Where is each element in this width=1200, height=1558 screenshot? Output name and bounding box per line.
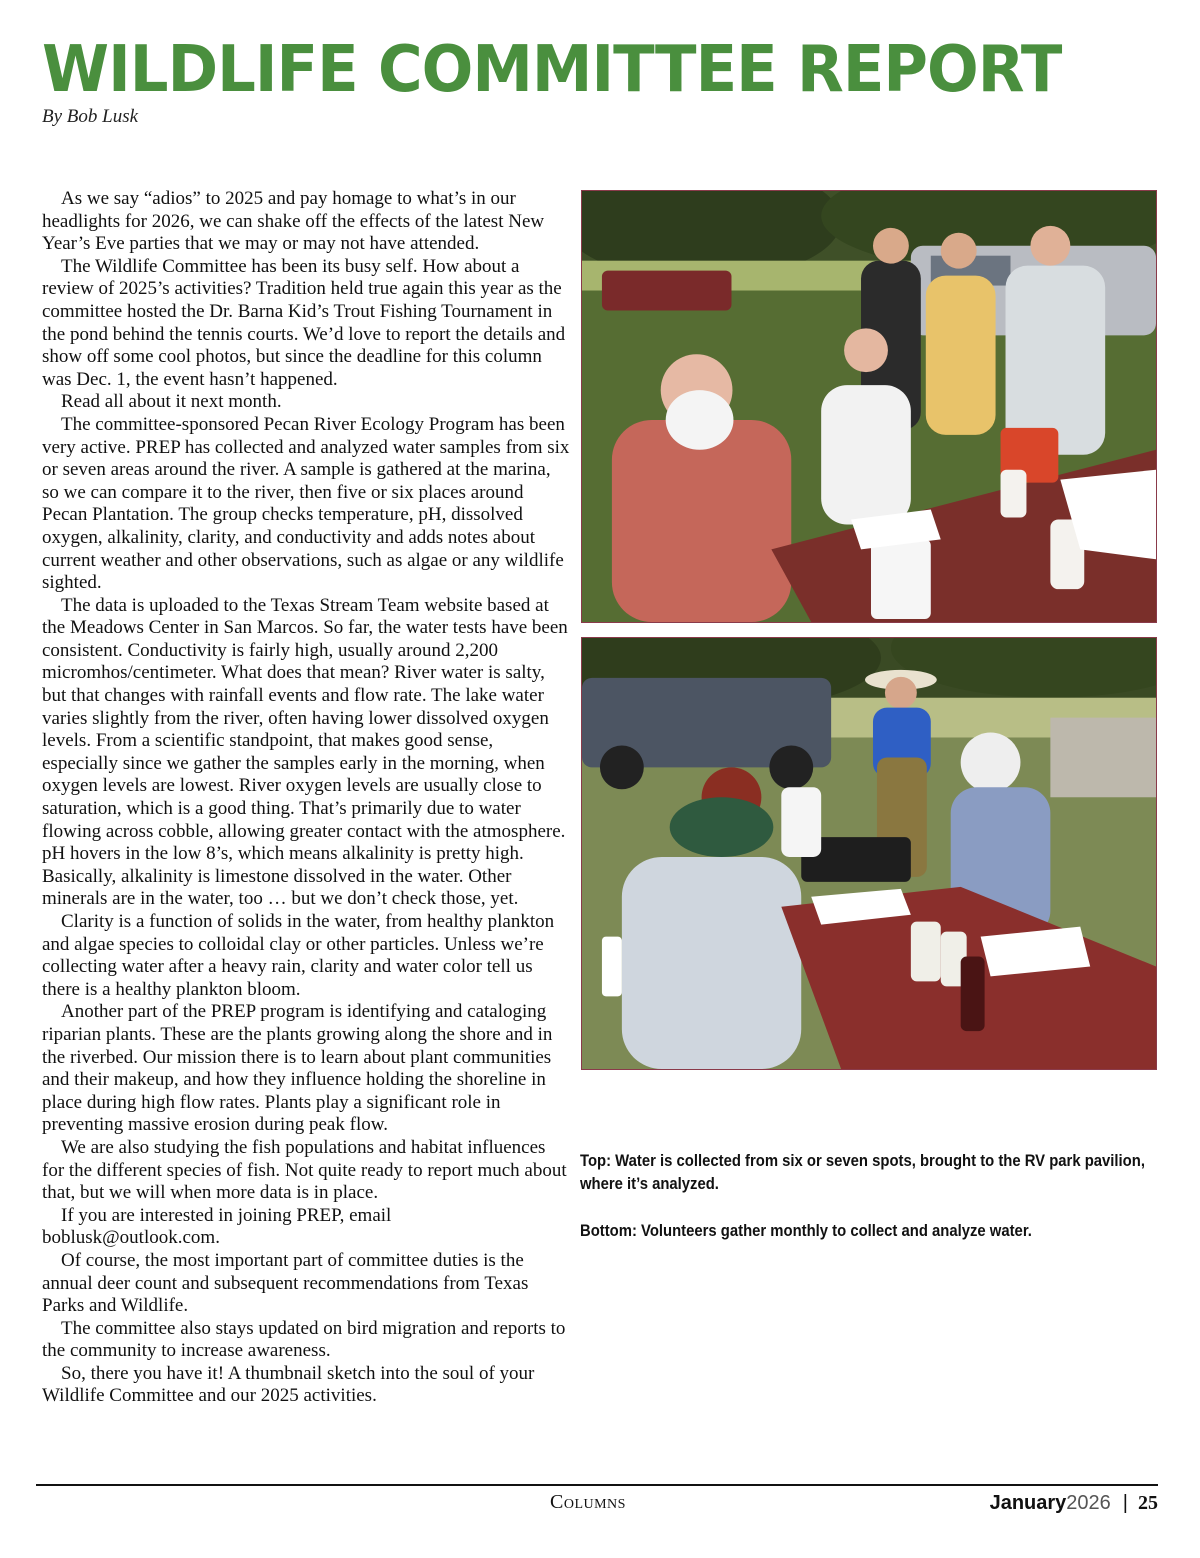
article-title: WILDLIFE COMMITTEE REPORT [42,33,1062,107]
footer-divider [36,1484,1158,1486]
article-paragraph: Of course, the most important part of committee duties is the annual deer count and subsequent recommendations from Texas Parks and Wildlife. [42,1249,529,1317]
article-paragraph: Read all about it next month. [61,391,282,413]
article-paragraph: The committee also stays updated on bird migration and reports to the community to increase awareness. [42,1317,566,1362]
photo-top [581,190,1157,623]
article-paragraph: The committee-sponsored Pecan River Ecology Program has been very active. PREP has collected and analyzed water samples from six or seven areas around the river. A sample is gathered at the marina, so we can compare it to the river, then five or six places around Pecan Plantation. The group checks temperature, pH, dissolved oxygen, alkalinity, clarity, and conductivity and adds notes about current weather and other observations, such as algae or any wildlife sighted. [42,413,570,594]
footer-month: January [989,1492,1067,1514]
article-paragraph: So, there you have it! A thumbnail sketch into the soul of your Wildlife Committee and our 2025 activities. [42,1362,535,1407]
byline: By Bob Lusk [42,106,139,127]
article-paragraph: If you are interested in joining PREP, email boblusk@outlook.com. [42,1204,392,1249]
photo-caption-top: Top: Water is collected from six or seven spots, brought to the RV park pavilion, where it’s analyzed. [580,1152,1145,1193]
photo-bottom [581,637,1157,1070]
page-number: 25 [1138,1492,1158,1514]
footer-separator: | [1122,1492,1128,1514]
article-paragraph: The Wildlife Committee has been its busy self. How about a review of 2025’s activities? Tradition held true again this year as the committee hosted the Dr. Barna Kid’s Trout Fishing Tournament in the pond behind the tennis courts. We’d love to report the details and show off some cool photos, but since the deadline for this column was Dec. 1, the event hasn’t happened. [42,255,566,390]
photo-caption-bottom: Bottom: Volunteers gather monthly to collect and analyze water. [580,1222,1032,1240]
article-paragraph: Another part of the PREP program is identifying and cataloging riparian plants. These are the plants growing along the shore and in the riverbed. Our mission there is to learn about plant communities and their makeup, and how they influence holding the shoreline in place during high flow rates. Plants play a significant role in preventing massive erosion during peak flow. [42,1001,553,1136]
article-paragraph: Clarity is a function of solids in the water, from healthy plankton and algae species to colloidal clay or other particles. Unless we’re collecting water after a heavy rain, clarity and water color tell us there is a healthy plankton bloom. [42,911,555,1000]
article-paragraph: The data is uploaded to the Texas Stream Team website based at the Meadows Center in San Marcos. So far, the water tests have been consistent. Conductivity is fairly high, usually around 2,200 micromhos/centimeter. What does that mean? River water is salty, but that changes with rainfall events and flow rate. The lake water varies slightly from the river, often having lower dissolved oxygen levels. From a scientific standpoint, that makes good sense, especially since we gather the samples early in the morning, when oxygen levels are lowest. River oxygen levels are usually close to saturation, which is a good thing. That’s primarily due to water flowing across cobble, allowing greater contact with the atmosphere. pH hovers in the low 8’s, which means alkalinity is pretty high. Basically, alkalinity is limestone dissolved in the water. Other minerals are in the water, too … but we don’t check those, yet. [42,594,568,910]
article-paragraph: As we say “adios” to 2025 and pay homage to what’s in our headlights for 2026, we can shake off the effects of the latest New Year’s Eve parties that we may or may not have attended. [42,188,545,255]
article-body [42,188,570,1408]
photo-top-illustration [582,191,1156,622]
footer-section-label: Columns [550,1491,626,1513]
photo-bottom-illustration [582,638,1156,1069]
footer-issue [990,1492,1158,1515]
article-paragraph: We are also studying the fish populations and habitat influences for the different species of fish. Not quite ready to report much about that, but we will when more data is in place. [42,1136,567,1204]
footer-year: 2026 [1066,1492,1111,1514]
